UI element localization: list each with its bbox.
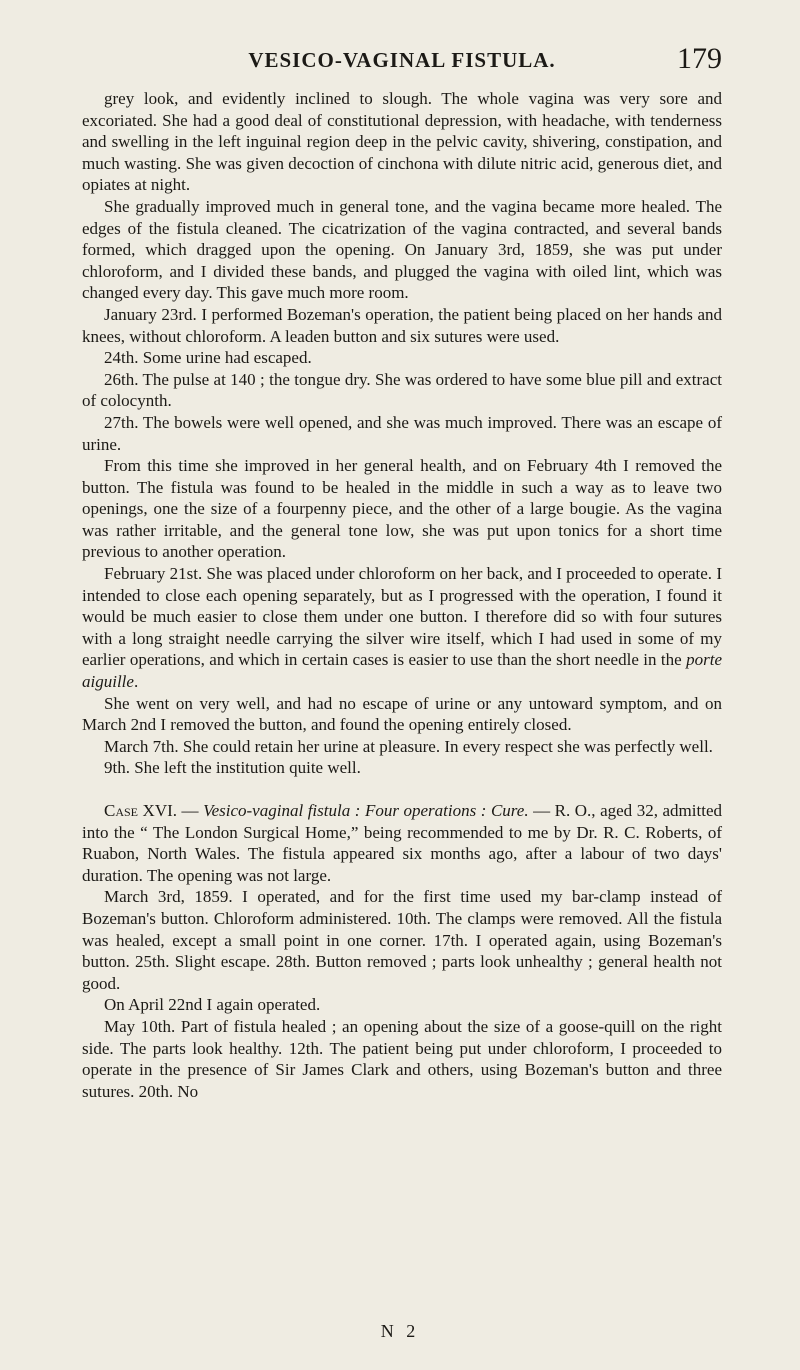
paragraph: January 23rd. I performed Bozeman's operation, the patient being placed on her hands and knees, without chloroform. A leaden button and six sutures were used. [82, 304, 722, 346]
case-intro: — R. O., aged 32, admitted into the “ The London Surgical Home,” being recommended to me by Dr. R. C. Roberts, of Ruabon, North Wales. The fistula appeared six months ago, after a labour of two days' duration. The opening was not large. [82, 801, 722, 885]
paragraph: 27th. The bowels were well opened, and she was much improved. There was an escape of urine. [82, 412, 722, 454]
paragraph: From this time she improved in her general health, and on February 4th I removed the button. The fistula was found to be healed in the middle in such a way as to leave two openings, one the size of a fourpenny piece, and the other of a large bougie. As the vagina was rather irritable, and the general tone low, she was put upon tonics for a short time previous to another operation. [82, 456, 722, 562]
case-heading-paragraph [82, 800, 722, 886]
paragraph: She went on very well, and had no escape of urine or any untoward symptom, and on March 2nd I removed the button, and found the opening entirely closed. [82, 693, 722, 735]
running-title: VESICO-VAGINAL FISTULA. [248, 48, 556, 72]
paragraph [82, 563, 722, 693]
paragraph: May 10th. Part of fistula healed ; an opening about the size of a goose-quill on the right side. The parts look healthy. 12th. The patient being put under chloroform, I proceeded to operate in the presence of Sir James Clark and others, using Bozeman's button and three sutures. 20th. No [82, 1016, 722, 1101]
page-number: 179 [677, 42, 722, 75]
case-dash: — [177, 801, 204, 820]
running-head [82, 42, 722, 80]
paragraph: 9th. She left the institution quite well. [104, 758, 361, 778]
paragraph: 24th. Some urine had escaped. [104, 348, 312, 368]
paragraph-end: . [133, 672, 139, 692]
paragraph: She gradually improved much in general tone, and the vagina became more healed. The edges of the fistula cleaned. The cicatrization of the vagina contracted, and several bands formed, which dragged upon the opening. On January 3rd, 1859, she was put under chloroform, and I divided these bands, and plugged the vagina with oiled lint, which was changed every day. This gave much more room. [82, 196, 722, 303]
paragraph: grey look, and evidently inclined to slough. The whole vagina was very sore and excoriated. She had a good deal of constitutional depression, with headache, with tenderness and swelling in the left inguinal region deep in the pelvic cavity, shivering, constipation, and much wasting. She was given decoction of cinchona with dilute nitric acid, generous diet, and opiates at night. [82, 89, 722, 195]
paragraph: 26th. The pulse at 140 ; the tongue dry. She was ordered to have some blue pill and extract of colocynth. [82, 369, 722, 411]
paragraph-text: February 21st. She was placed under chloroform on her back, and I proceeded to operate. I intended to close each opening separately, but as I progressed with the operation, I found it would be much easier to close them under one button. I therefore did so with four sutures with a long straight needle carrying the silver wire itself, which I had used in some of my earlier operations, and which in certain cases is easier to use than the short needle in the [82, 564, 722, 670]
paragraph: On April 22nd I again operated. [104, 995, 321, 1015]
signature-mark: N 2 [380, 1321, 420, 1341]
body-text [82, 88, 722, 1102]
paragraph: March 7th. She could retain her urine at pleasure. In every respect she was perfectly well. [104, 736, 713, 756]
case-label: Case XVI. [104, 801, 178, 820]
case-title: Vesico-vaginal fistula : Four operations : Cure. [203, 801, 529, 820]
paragraph: March 3rd, 1859. I operated, and for the first time used my bar-clamp instead of Bozeman's button. Chloroform administered. 10th. The clamps were removed. All the fistula was healed, except a small point in one corner. 17th. I operated again, using Bozeman's button. 25th. Slight escape. 28th. Button removed ; parts look unhealthy ; general health not good. [82, 887, 722, 993]
italic-term: porte aiguille [82, 650, 722, 692]
